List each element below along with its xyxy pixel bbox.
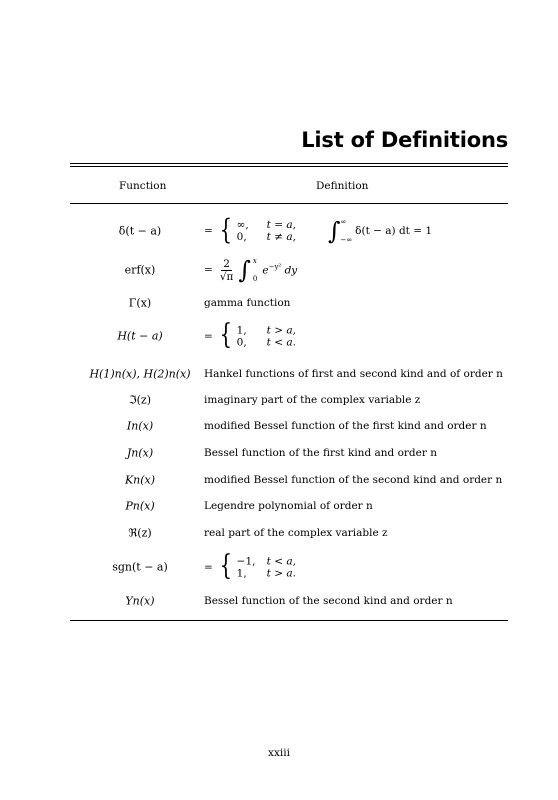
column-header-definition: Definition (316, 180, 369, 192)
function-name: δ(t − a) (118, 224, 162, 238)
definition-text: modified Bessel function of the second kind and order n (204, 474, 503, 486)
definition-formula (204, 317, 296, 351)
equals-sign: = (204, 264, 213, 276)
definition-row-gamma (70, 293, 508, 313)
definition-row-Kn (70, 470, 508, 490)
function-name: Pn(x) (125, 499, 155, 513)
case-value: 0, (236, 231, 247, 243)
case-condition: t < a, (266, 555, 296, 567)
definition-text: gamma function (204, 297, 291, 309)
case-condition: t > a, (266, 324, 296, 336)
upper-limit: ∞ (340, 218, 347, 226)
case-condition: t = a, (266, 219, 296, 231)
definition-row-Pn (70, 496, 508, 516)
left-brace: { (219, 212, 232, 246)
function-name: H(1)n(x), H(2)n(x) (89, 367, 191, 381)
definition-row-sgn (70, 548, 508, 582)
integral-limits (340, 218, 352, 244)
integral (328, 218, 432, 244)
numerator: 2 (223, 257, 230, 270)
integral-sign: ∫ (238, 256, 251, 284)
case-condition: t < a. (266, 336, 296, 348)
page-number: xxiii (268, 747, 290, 759)
top-rule-second (70, 166, 508, 167)
definition-text: Bessel function of the second kind and order n (204, 595, 453, 607)
definition-text: imaginary part of the complex variable z (204, 394, 421, 406)
cases (237, 219, 296, 243)
function-name: H(t − a) (117, 329, 163, 343)
case-value: ∞, (236, 219, 249, 231)
left-brace: { (219, 317, 232, 351)
header-rule (70, 203, 508, 204)
cases (237, 324, 296, 348)
definition-formula (204, 548, 296, 582)
integrand-exponent: −y² (268, 263, 282, 272)
case-value: 1, (236, 324, 247, 336)
equals-sign: = (204, 561, 213, 573)
integrand-base: e (262, 264, 269, 277)
definition-row-imaginary (70, 390, 508, 410)
case-value: 1, (236, 567, 247, 579)
integral-limits (253, 257, 257, 283)
definition-text: Hankel functions of first and second kind and of order n (204, 368, 503, 380)
top-rule (70, 163, 508, 164)
definition-row-In (70, 416, 508, 436)
bottom-rule (70, 620, 508, 621)
definition-text: modified Bessel function of the first kind and order n (204, 420, 487, 432)
denominator: √π (219, 270, 234, 283)
function-name: ℑ(z) (128, 393, 152, 407)
case-condition: t > a. (266, 567, 296, 579)
page-title: List of Definitions (301, 128, 508, 152)
fraction (220, 258, 234, 283)
function-name: sgn(t − a) (112, 560, 168, 574)
function-name: ℜ(z) (128, 526, 152, 540)
left-brace: { (219, 548, 232, 582)
equals-sign: = (204, 225, 213, 237)
definition-row-delta (70, 212, 508, 246)
upper-limit: x (252, 257, 257, 265)
definition-text: real part of the complex variable z (204, 527, 388, 539)
definition-row-erf (70, 256, 508, 284)
definition-row-real (70, 523, 508, 543)
integral-sign: ∫ (327, 217, 341, 245)
function-name: Γ(x) (128, 296, 152, 310)
integrand (262, 263, 297, 277)
definition-row-heaviside (70, 317, 508, 351)
definition-formula (204, 212, 433, 246)
case-value: −1, (236, 555, 256, 567)
function-name: erf(x) (124, 263, 156, 277)
integrand-differential: dy (281, 264, 298, 277)
definition-text: Legendre polynomial of order n (204, 500, 373, 512)
case-condition: t ≠ a, (266, 231, 296, 243)
case-value: 0, (236, 336, 247, 348)
definition-text: Bessel function of the first kind and order n (204, 447, 437, 459)
integrand: δ(t − a) dt = 1 (355, 225, 433, 237)
definition-row-Jn (70, 443, 508, 463)
lower-limit: 0 (252, 275, 258, 283)
cases (237, 555, 296, 579)
lower-limit: −∞ (340, 236, 353, 244)
equals-sign: = (204, 330, 213, 342)
function-name: Kn(x) (124, 473, 156, 487)
definition-row-Yn (70, 591, 508, 611)
function-name: Yn(x) (125, 594, 155, 608)
definition-formula (204, 257, 297, 283)
function-name: In(x) (126, 419, 154, 433)
column-header-function: Function (119, 180, 167, 192)
definition-row-hankel (70, 364, 508, 384)
function-name: Jn(x) (126, 446, 154, 460)
